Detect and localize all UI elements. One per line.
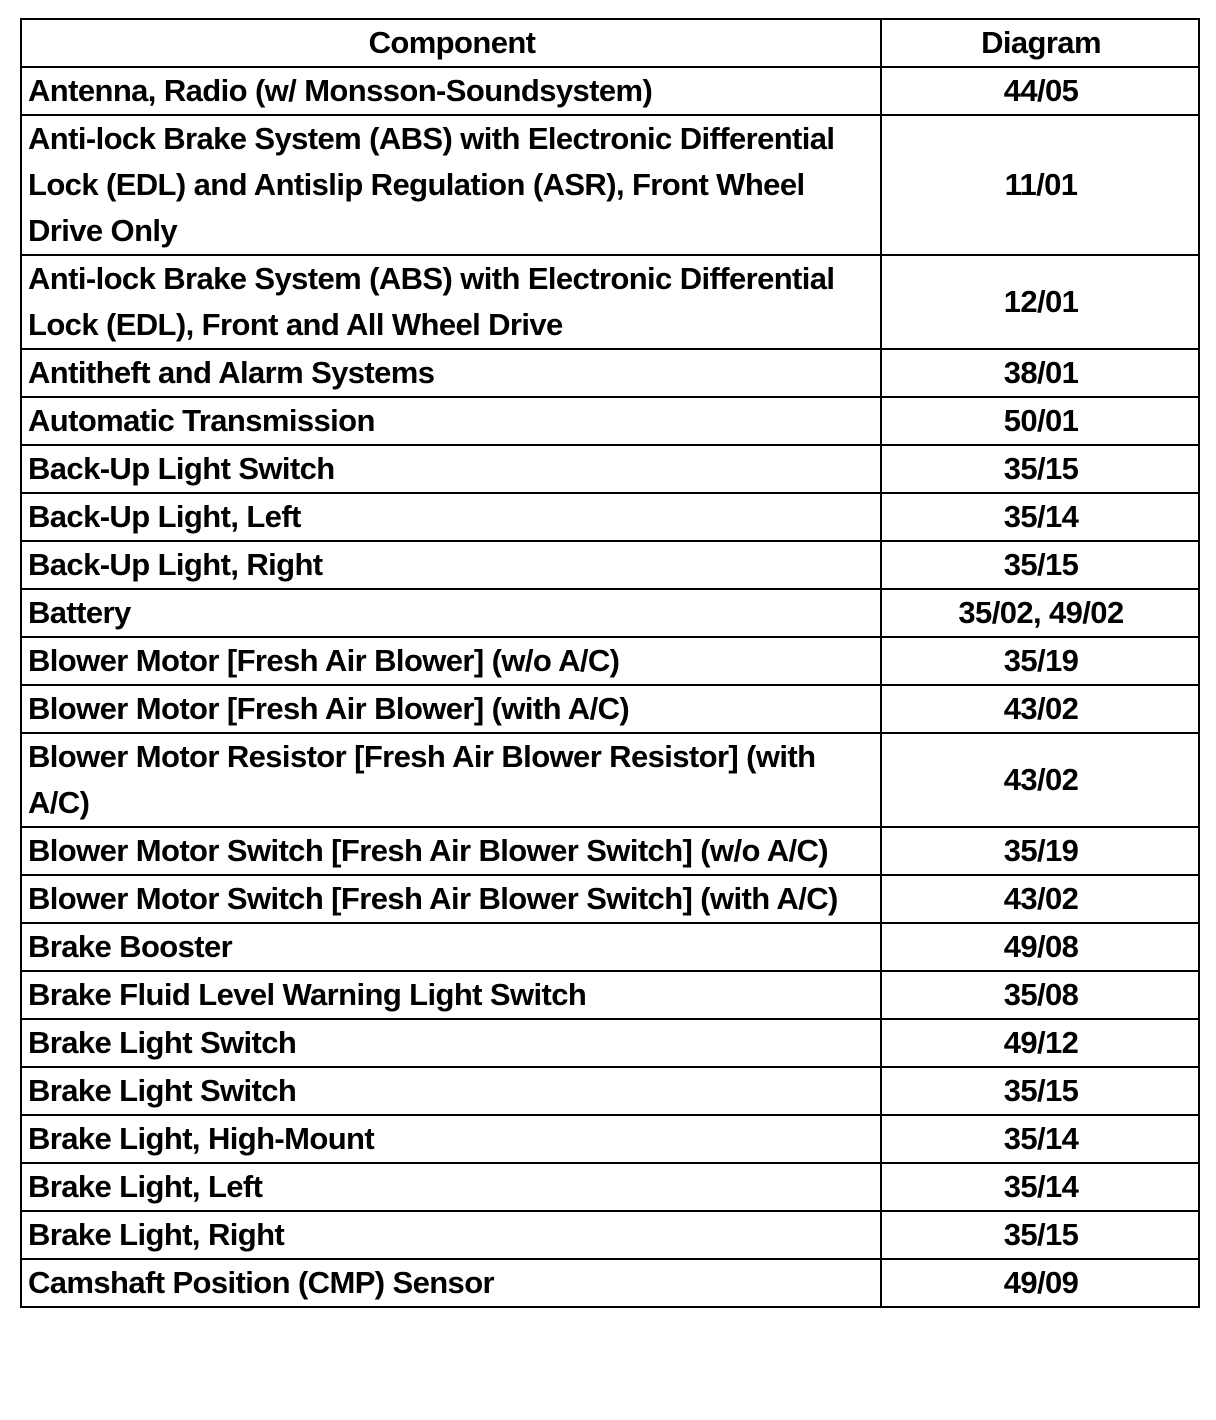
- table-row: [21, 1163, 1199, 1211]
- diagram-cell: 49/09: [881, 1259, 1199, 1307]
- diagram-cell: 35/15: [881, 1211, 1199, 1259]
- diagram-cell: 43/02: [881, 875, 1199, 923]
- component-diagram-table: [20, 18, 1200, 1308]
- table-row: [21, 493, 1199, 541]
- component-cell: Back-Up Light Switch: [21, 445, 881, 493]
- diagram-cell: 44/05: [881, 67, 1199, 115]
- table-row: [21, 875, 1199, 923]
- component-cell: Back-Up Light, Right: [21, 541, 881, 589]
- component-cell: Brake Fluid Level Warning Light Switch: [21, 971, 881, 1019]
- table-row: [21, 67, 1199, 115]
- diagram-cell: 49/08: [881, 923, 1199, 971]
- component-cell: Back-Up Light, Left: [21, 493, 881, 541]
- component-cell: Brake Light Switch: [21, 1019, 881, 1067]
- component-cell: Blower Motor Switch [Fresh Air Blower Switch] (w/o A/C): [21, 827, 881, 875]
- column-header-diagram: Diagram: [881, 19, 1199, 67]
- component-cell: Blower Motor Switch [Fresh Air Blower Switch] (with A/C): [21, 875, 881, 923]
- table-row: [21, 827, 1199, 875]
- component-cell: Antitheft and Alarm Systems: [21, 349, 881, 397]
- component-cell: Brake Light Switch: [21, 1067, 881, 1115]
- diagram-cell: 43/02: [881, 685, 1199, 733]
- component-index-sheet: [20, 18, 1198, 1308]
- table-row: [21, 1259, 1199, 1307]
- table-row: [21, 971, 1199, 1019]
- component-cell: Brake Light, Left: [21, 1163, 881, 1211]
- component-cell: Brake Booster: [21, 923, 881, 971]
- table-row: [21, 1019, 1199, 1067]
- table-row: [21, 1115, 1199, 1163]
- diagram-cell: 35/14: [881, 1163, 1199, 1211]
- table-row: [21, 115, 1199, 255]
- diagram-cell: 35/15: [881, 541, 1199, 589]
- table-row: [21, 685, 1199, 733]
- diagram-cell: 35/08: [881, 971, 1199, 1019]
- table-row: [21, 541, 1199, 589]
- table-header-row: [21, 19, 1199, 67]
- table-row: [21, 733, 1199, 827]
- diagram-cell: 35/14: [881, 1115, 1199, 1163]
- diagram-cell: 43/02: [881, 733, 1199, 827]
- component-cell: Brake Light, Right: [21, 1211, 881, 1259]
- diagram-cell: 12/01: [881, 255, 1199, 349]
- component-cell: Blower Motor Resistor [Fresh Air Blower Resistor] (with A/C): [21, 733, 881, 827]
- column-header-component: Component: [21, 19, 881, 67]
- table-row: [21, 589, 1199, 637]
- diagram-cell: 38/01: [881, 349, 1199, 397]
- table-row: [21, 1211, 1199, 1259]
- diagram-cell: 49/12: [881, 1019, 1199, 1067]
- diagram-cell: 35/19: [881, 827, 1199, 875]
- diagram-cell: 35/02, 49/02: [881, 589, 1199, 637]
- component-cell: Brake Light, High-Mount: [21, 1115, 881, 1163]
- component-cell: Antenna, Radio (w/ Monsson-Soundsystem): [21, 67, 881, 115]
- component-cell: Blower Motor [Fresh Air Blower] (w/o A/C): [21, 637, 881, 685]
- component-cell: Anti-lock Brake System (ABS) with Electronic Differential Lock (EDL) and Antislip Regulation (ASR), Front Wheel Drive Only: [21, 115, 881, 255]
- table-row: [21, 255, 1199, 349]
- table-row: [21, 1067, 1199, 1115]
- table-row: [21, 349, 1199, 397]
- table-row: [21, 397, 1199, 445]
- diagram-cell: 50/01: [881, 397, 1199, 445]
- diagram-cell: 35/15: [881, 1067, 1199, 1115]
- diagram-cell: 35/15: [881, 445, 1199, 493]
- component-cell: Battery: [21, 589, 881, 637]
- table-row: [21, 923, 1199, 971]
- table-row: [21, 637, 1199, 685]
- table-row: [21, 445, 1199, 493]
- component-cell: Blower Motor [Fresh Air Blower] (with A/C): [21, 685, 881, 733]
- diagram-cell: 35/14: [881, 493, 1199, 541]
- component-cell: Automatic Transmission: [21, 397, 881, 445]
- diagram-cell: 11/01: [881, 115, 1199, 255]
- diagram-cell: 35/19: [881, 637, 1199, 685]
- component-cell: Anti-lock Brake System (ABS) with Electronic Differential Lock (EDL), Front and All Wheel Drive: [21, 255, 881, 349]
- component-cell: Camshaft Position (CMP) Sensor: [21, 1259, 881, 1307]
